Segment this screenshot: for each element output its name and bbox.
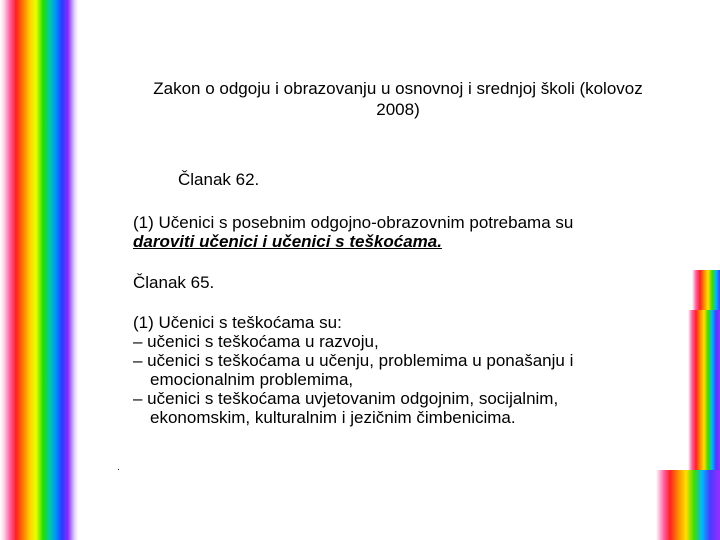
article-65-heading: Članak 65. bbox=[133, 273, 215, 292]
slide-body bbox=[133, 213, 658, 427]
list-item: – učenici s teškoćama u učenju, problemima u ponašanju i bbox=[133, 351, 574, 370]
article-65-intro: (1) Učenici s teškoćama su: bbox=[133, 313, 342, 332]
footer-mark: . bbox=[117, 462, 120, 473]
list-item-continuation: ekonomskim, kulturalnim i jezičnim čimbenicima. bbox=[150, 408, 516, 427]
slide-title: Zakon o odgoju i obrazovanju u osnovnoj i srednjoj školi (kolovoz 2008) bbox=[153, 79, 643, 119]
list-item-continuation: emocionalnim problemima, bbox=[150, 370, 354, 389]
rainbow-bar-right-3 bbox=[656, 470, 720, 540]
list-item: – učenici s teškoćama u razvoju, bbox=[133, 332, 379, 351]
article-62-paragraph bbox=[133, 213, 658, 251]
rainbow-border-left bbox=[0, 0, 78, 540]
article-62-emphasis: daroviti učenici i učenici s teškoćama. bbox=[133, 232, 442, 251]
article-62-heading: Članak 62. bbox=[178, 170, 260, 189]
list-item: – učenici s teškoćama uvjetovanim odgojnim, socijalnim, bbox=[133, 389, 559, 408]
article-62-text: (1) Učenici s posebnim odgojno-obrazovnim potrebama su bbox=[133, 213, 574, 232]
